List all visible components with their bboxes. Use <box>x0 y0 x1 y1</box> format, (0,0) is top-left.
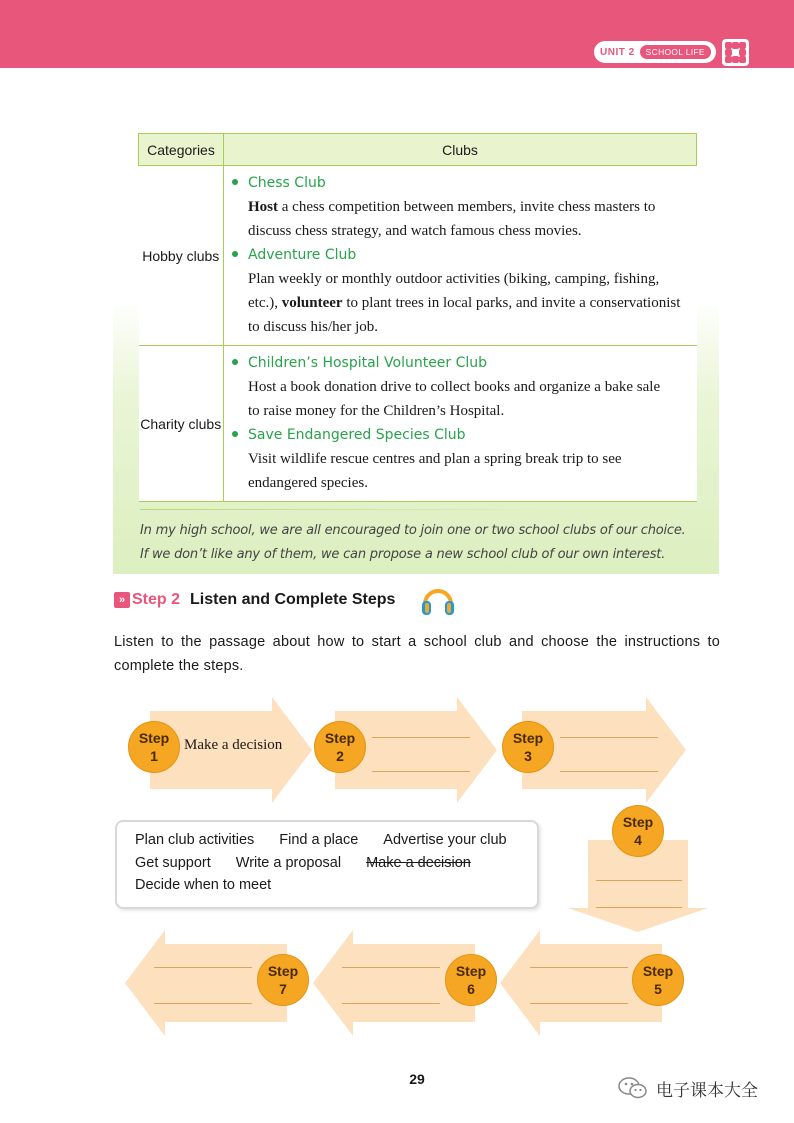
table-header-row <box>139 134 697 166</box>
answer-blank[interactable] <box>596 907 682 908</box>
headphones-icon <box>420 582 456 618</box>
answer-blank[interactable] <box>154 1003 252 1004</box>
step-circle-2 <box>314 721 366 773</box>
desc-text: endangered species. <box>248 475 368 491</box>
options-row <box>135 877 296 893</box>
answer-blank[interactable] <box>560 771 658 772</box>
step-circle-7 <box>257 954 309 1006</box>
options-row <box>135 832 532 848</box>
clubs-table <box>138 133 697 502</box>
step-word: Step <box>455 963 487 979</box>
option-item-used: Make a decision <box>366 855 471 871</box>
club-name-text: Save Endangered Species Club <box>248 427 466 443</box>
club-description <box>230 447 697 495</box>
club-description <box>230 195 697 243</box>
header-bar <box>0 0 794 68</box>
option-item: Advertise your club <box>383 832 507 848</box>
club-description <box>230 375 697 423</box>
clubs-cell <box>224 166 697 346</box>
step-label: Step 2 <box>132 591 181 608</box>
answer-blank[interactable] <box>342 1003 440 1004</box>
section-title <box>114 588 395 612</box>
unit-tag <box>594 41 716 63</box>
club-name <box>230 351 697 375</box>
note-divider <box>140 509 560 510</box>
desc-text: to plant trees in local parks, and invite a conservationist <box>342 295 681 311</box>
page-number: 29 <box>409 1071 425 1087</box>
step-circle-5 <box>632 954 684 1006</box>
header-clubs: Clubs <box>224 134 697 166</box>
step-number: 2 <box>336 748 344 764</box>
answer-blank[interactable] <box>342 967 440 968</box>
answer-blank[interactable] <box>154 967 252 968</box>
desc-text: etc.), <box>248 295 282 311</box>
table-row <box>139 346 697 502</box>
unit-label: UNIT 2 <box>600 46 635 58</box>
note-line: If we don’t like any of them, we can propose a new school club of our own interest. <box>140 547 666 562</box>
note-line: In my high school, we are all encouraged to join one or two school clubs of our choice. <box>140 523 686 538</box>
club-name <box>230 423 697 447</box>
option-item: Find a place <box>279 832 359 848</box>
bullet-icon <box>232 431 238 437</box>
bold-word: volunteer <box>281 295 343 311</box>
double-chevron-icon: » <box>114 592 130 608</box>
desc-text: to raise money for the Children’s Hospital. <box>248 403 505 419</box>
step-number: 3 <box>524 748 532 764</box>
desc-text: to discuss his/her job. <box>248 319 378 335</box>
answer-blank[interactable] <box>530 1003 628 1004</box>
club-name-text: Adventure Club <box>248 247 357 263</box>
step-number: 7 <box>279 981 287 997</box>
step-word: Step <box>512 730 544 746</box>
desc-text: a chess competition between members, invite chess masters to <box>278 199 656 215</box>
option-item: Plan club activities <box>135 832 255 848</box>
answer-blank[interactable] <box>372 771 470 772</box>
step-word: Step <box>642 963 674 979</box>
desc-text: Host a book donation drive to collect books and organize a bake sale <box>248 379 661 395</box>
desc-text: Visit wildlife rescue centres and plan a spring break trip to see <box>248 451 622 467</box>
wechat-icon <box>618 1076 648 1100</box>
step-circle-4 <box>612 805 664 857</box>
clubs-cell <box>224 346 697 502</box>
step-number: 6 <box>467 981 475 997</box>
step-number: 4 <box>634 832 642 848</box>
option-item: Get support <box>135 855 211 871</box>
step-word: Step <box>622 814 654 830</box>
club-name <box>230 243 697 267</box>
bold-word: Host <box>248 199 278 215</box>
club-name <box>230 171 697 195</box>
options-box <box>115 820 539 909</box>
desc-text: Plan weekly or monthly outdoor activities (biking, camping, fishing, <box>248 271 660 287</box>
category-cell: Charity clubs <box>139 346 224 502</box>
unit-title: SCHOOL LIFE <box>640 45 711 59</box>
club-name-text: Children’s Hospital Volunteer Club <box>248 355 488 371</box>
club-name-text: Chess Club <box>248 175 326 191</box>
step-circle-3 <box>502 721 554 773</box>
step-circle-6 <box>445 954 497 1006</box>
unit-logo-icon <box>722 39 749 66</box>
step-1-answer: Make a decision <box>184 737 283 753</box>
options-row <box>135 855 496 871</box>
step-circle-1 <box>128 721 180 773</box>
category-cell: Hobby clubs <box>139 166 224 346</box>
option-item: Decide when to meet <box>135 877 272 893</box>
step-number: 5 <box>654 981 662 997</box>
bullet-icon <box>232 251 238 257</box>
note-text <box>140 519 710 567</box>
bullet-icon <box>232 359 238 365</box>
bullet-icon <box>232 179 238 185</box>
step-word: Step <box>324 730 356 746</box>
header-categories: Categories <box>139 134 224 166</box>
step-heading: Listen and Complete Steps <box>190 591 396 608</box>
answer-blank[interactable] <box>372 737 470 738</box>
answer-blank[interactable] <box>560 737 658 738</box>
instructions-text: Listen to the passage about how to start a school club and choose the instructions to complete the steps. <box>114 634 720 674</box>
answer-blank[interactable] <box>596 880 682 881</box>
watermark-text: 电子课本大全 <box>656 1081 758 1100</box>
option-item: Write a proposal <box>235 855 342 871</box>
answer-blank[interactable] <box>530 967 628 968</box>
table-row <box>139 166 697 346</box>
club-description <box>230 267 697 339</box>
step-number: 1 <box>150 748 158 764</box>
step-word: Step <box>267 963 299 979</box>
step-word: Step <box>138 730 170 746</box>
desc-text: discuss chess strategy, and watch famous chess movies. <box>248 223 582 239</box>
